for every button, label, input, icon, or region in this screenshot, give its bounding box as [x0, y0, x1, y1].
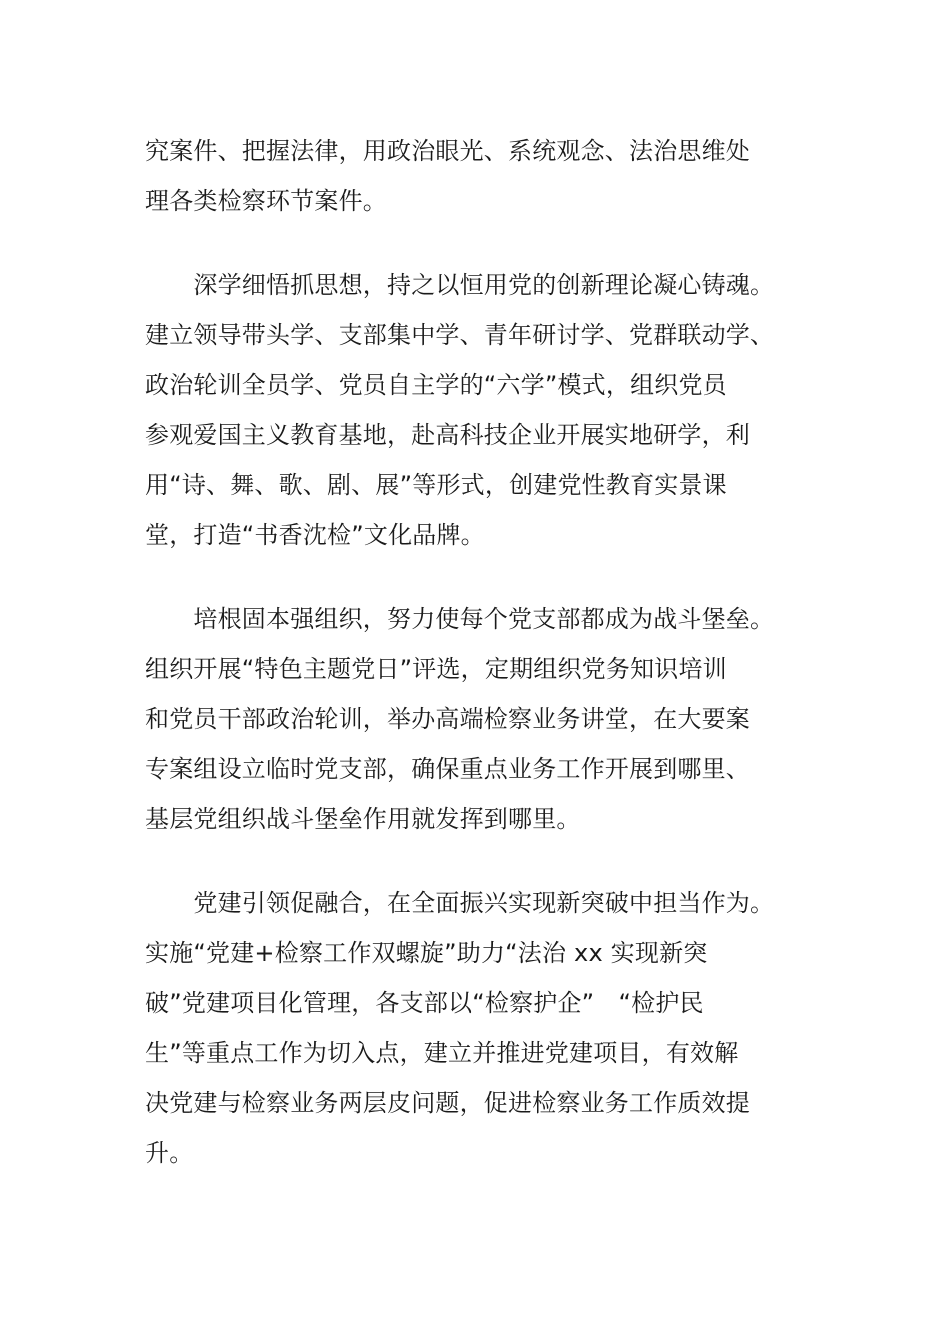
- text-line: 专案组设立临时党支部，确保重点业务工作开展到哪里、: [145, 755, 750, 783]
- text-line: 建立领导带头学、支部集中学、青年研讨学、党群联动学、: [145, 321, 775, 349]
- text-line: 堂，打造“书香沈检”文化品牌。: [145, 521, 485, 549]
- paragraph-study-thought: [145, 260, 795, 560]
- text-line: 基层党组织战斗堡垒作用就发挥到哪里。: [145, 805, 581, 833]
- text-line: 理各类检察环节案件。: [145, 187, 387, 215]
- text-line: 深学细悟抓思想，持之以恒用党的创新理论凝心铸魂。: [145, 271, 775, 299]
- text-line: 党建引领促融合，在全面振兴实现新突破中担当作为。: [145, 889, 775, 917]
- text-line: 政治轮训全员学、党员自主学的“六学”模式，组织党员: [145, 371, 727, 399]
- text-line: 培根固本强组织，努力使每个党支部都成为战斗堡垒。: [145, 605, 775, 633]
- paragraph-case-handling: [145, 126, 795, 226]
- text-line: 破”党建项目化管理，各支部以“检察护企” “检护民: [145, 989, 704, 1017]
- text-line: 决党建与检察业务两层皮问题，促进检察业务工作质效提: [145, 1089, 750, 1117]
- paragraph-party-building-integration: [145, 878, 795, 1178]
- text-line: 究案件、把握法律，用政治眼光、系统观念、法治思维处: [145, 137, 750, 165]
- text-line: 和党员干部政治轮训，举办高端检察业务讲堂，在大要案: [145, 705, 750, 733]
- text-line: 用“诗、舞、歌、剧、展”等形式，创建党性教育实景课: [145, 471, 727, 499]
- text-line: 组织开展“特色主题党日”评选，定期组织党务知识培训: [145, 655, 727, 683]
- text-line: 实施“党建+检察工作双螺旋”助力“法治 xx 实现新突: [145, 939, 708, 967]
- text-line: 参观爱国主义教育基地，赴高科技企业开展实地研学，利: [145, 421, 750, 449]
- text-line: 生”等重点工作为切入点，建立并推进党建项目，有效解: [145, 1039, 739, 1067]
- text-line: 升。: [145, 1139, 194, 1167]
- paragraph-strengthen-organization: [145, 594, 795, 844]
